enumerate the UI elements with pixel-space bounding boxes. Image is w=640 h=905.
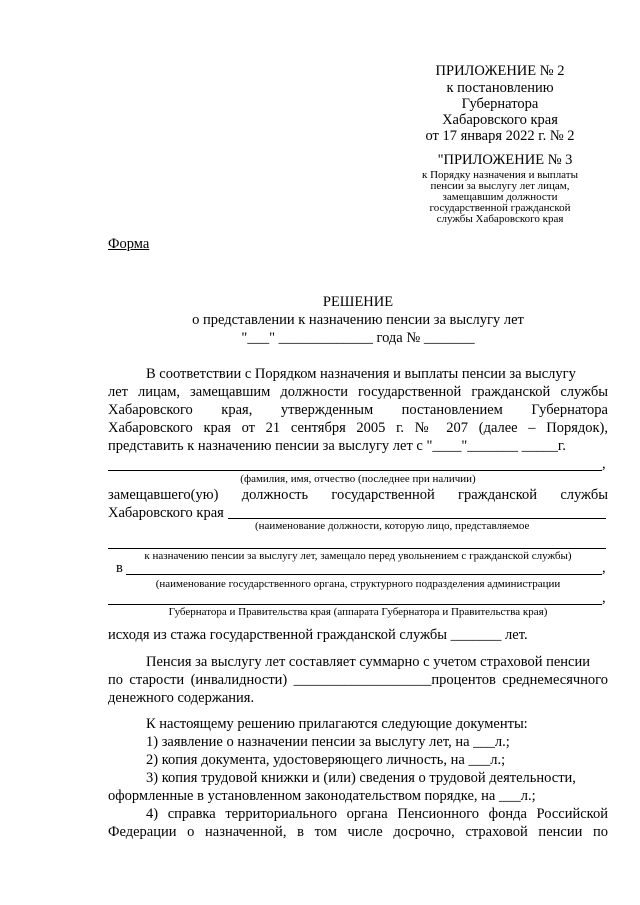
paragraph-1-line-4: Хабаровского края от 21 сентября 2005 г. № 207 (далее – Порядок),	[108, 420, 608, 436]
fullname-blank-line	[108, 470, 602, 471]
document-3-line-1: 3) копия трудовой книжки и (или) сведения о трудовой деятельности,	[146, 770, 576, 786]
position-line-2: Хабаровского края	[108, 505, 224, 521]
document-3-line-2: оформленные в установленном законодательством порядке, на ___л.;	[108, 788, 536, 804]
decision-subtitle: о представлении к назначению пенсии за выслугу лет	[192, 312, 524, 328]
comma-mark: ,	[602, 456, 606, 472]
form-label: Форма	[108, 236, 150, 252]
comma-mark-3: ,	[602, 590, 606, 606]
paragraph-2-line-2: по старости (инвалидности) ___________________процентов среднемесячного	[108, 672, 608, 688]
document-1: 1) заявление о назначении пенсии за выслугу лет, на ___л.;	[146, 734, 510, 750]
comma-mark-2: ,	[602, 560, 606, 576]
document-4-line-1: 4) справка территориального органа Пенсионного фонда Российской	[146, 806, 608, 822]
annex-title: ПРИЛОЖЕНИЕ № 2	[435, 63, 565, 79]
paragraph-1-line-2: лет лицам, замещавшим должности государственной гражданской службы	[108, 384, 608, 400]
paragraph-1-line-3: Хабаровского края, утвержденным постановлением Губернатора	[108, 402, 608, 418]
decision-title: РЕШЕНИЕ	[322, 294, 394, 310]
annex3-line-5: службы Хабаровского края	[436, 213, 564, 225]
caption-org-2: Губернатора и Правительства края (аппарата Губернатора и Правительства края)	[168, 606, 548, 618]
service-length-line: исходя из стажа государственной гражданской службы _______ лет.	[108, 627, 528, 643]
paragraph-1-line-1: В соответствии с Порядком назначения и выплаты пенсии за выслугу	[146, 366, 576, 382]
paragraph-1-line-5: представить к назначению пенсии за выслугу лет с "____"_______ _____г.	[108, 438, 566, 454]
org-blank-line-2	[108, 604, 602, 605]
caption-fullname: (фамилия, имя, отчество (последнее при наличии)	[240, 473, 476, 485]
position-line-1: замещавшего(ую) должность государственной гражданской службы	[108, 487, 608, 503]
annex-line-3: Хабаровского края	[442, 112, 558, 128]
document-2: 2) копия документа, удостоверяющего личность, на ___л.;	[146, 752, 506, 768]
document-4-line-2: Федерации о назначенной, в том числе досрочно, страховой пенсии по	[108, 824, 608, 840]
paragraph-2-line-3: денежного содержания.	[108, 690, 255, 706]
caption-position-2: к назначению пенсии за выслугу лет, замещало перед увольнением с гражданской службы)	[144, 550, 572, 562]
decision-date-line: "___" _____________ года № _______	[241, 330, 475, 346]
annex-line-2: Губернатора	[461, 96, 539, 112]
in-prefix: в	[116, 560, 123, 576]
annex3-line-3: замещавшим должности	[442, 191, 558, 203]
annex3-line-4: государственной гражданской	[429, 202, 571, 214]
caption-position: (наименование должности, которую лицо, представляемое	[255, 520, 530, 532]
caption-org: (наименование государственного органа, структурного подразделения администрации	[155, 578, 561, 590]
position-blank-line-2	[108, 548, 606, 549]
annex3-line-1: к Порядку назначения и выплаты	[422, 169, 578, 181]
annex-date: от 17 января 2022 г. № 2	[425, 128, 575, 144]
paragraph-2-line-1: Пенсия за выслугу лет составляет суммарно с учетом страховой пенсии	[146, 654, 591, 670]
annex3-line-2: пенсии за выслугу лет лицам,	[430, 180, 570, 192]
position-blank-line	[228, 518, 606, 519]
documents-intro: К настоящему решению прилагаются следующие документы:	[146, 716, 528, 732]
org-blank-line	[126, 574, 602, 575]
annex3-title: "ПРИЛОЖЕНИЕ № 3	[437, 152, 573, 168]
annex-line-1: к постановлению	[446, 80, 554, 96]
